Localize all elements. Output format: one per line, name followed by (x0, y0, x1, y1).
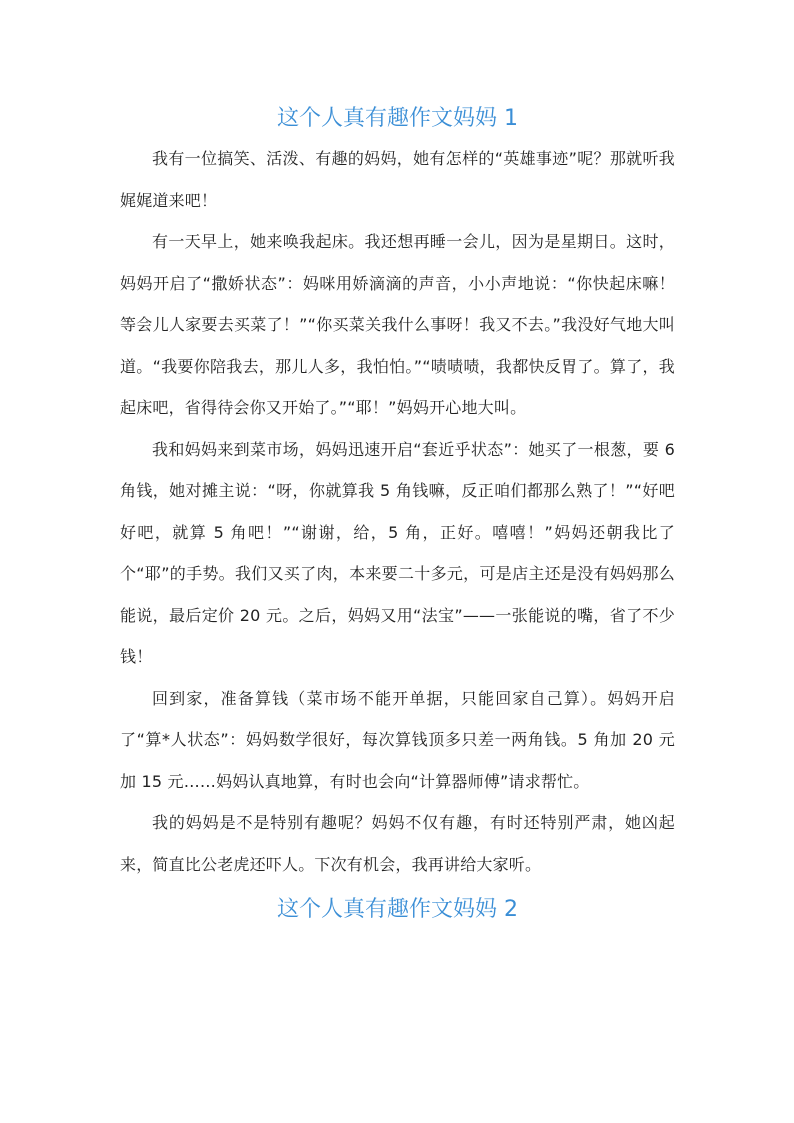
paragraph-3: 我和妈妈来到菜市场，妈妈迅速开启“套近乎状态”：她买了一根葱，要 6 角钱，她对摊主说：“呀，你就算我 5 角钱嘛，反正咱们都那么熟了！”“好吧好吧，就算 5 角吧！”“谢谢，给，5 角，正好。嘻嘻！”妈妈还朝我比了个“耶”的手势。我们又买了肉，本来要二十多元，可是店主还是没有妈妈那么能说，最后定价 20 元。之后，妈妈又用“法宝”——一张能说的嘴，省了不少钱！ (120, 439, 675, 666)
document-content (120, 100, 675, 929)
essay-title-2: 这个人真有趣作文妈妈 2 (277, 897, 518, 922)
paragraph-5: 我的妈妈是不是特别有趣呢？妈妈不仅有趣，有时还特别严肃，她凶起来，简直比公老虎还吓人。下次有机会，我再讲给大家听。 (120, 813, 675, 874)
paragraph-4: 回到家，准备算钱（菜市场不能开单据，只能回家自己算）。妈妈开启了“算*人状态”：妈妈数学很好，每次算钱顶多只差一两角钱。5 角加 20 元加 15 元……妈妈认真地算，有时也会向“计算器师傅”请求帮忙。 (120, 688, 675, 791)
paragraph-1: 我有一位搞笑、活泼、有趣的妈妈，她有怎样的“英雄事迹”呢？那就听我娓娓道来吧！ (120, 149, 675, 210)
paragraph-2: 有一天早上，她来唤我起床。我还想再睡一会儿，因为是星期日。这时，妈妈开启了“撒娇状态”：妈咪用娇滴滴的声音，小小声地说：“你快起床嘛！等会儿人家要去买菜了！”“你买菜关我什么事呀！我又不去。”我没好气地大叫道。“我要你陪我去，那儿人多，我怕怕。”“啧啧啧，我都快反胃了。算了，我起床吧，省得待会你又开始了。”“耶！”妈妈开心地大叫。 (120, 232, 675, 417)
essay-title-1: 这个人真有趣作文妈妈 1 (277, 106, 518, 131)
